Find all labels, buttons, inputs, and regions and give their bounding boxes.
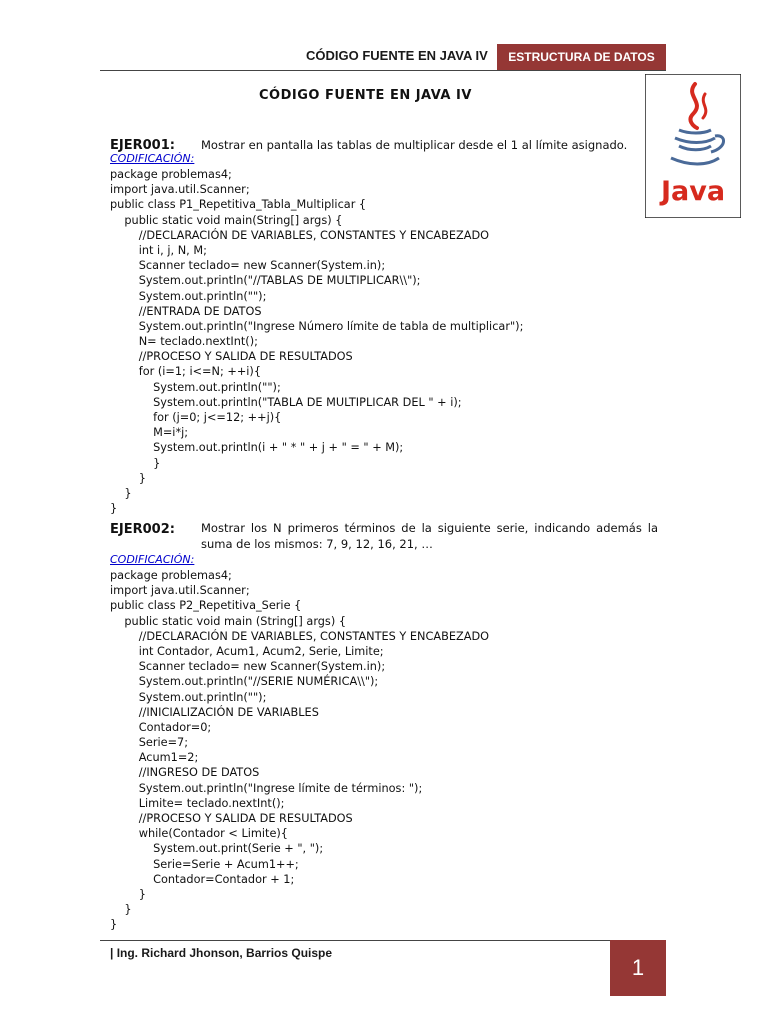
code-line: System.out.println(""); — [110, 690, 267, 704]
code-line: Serie=7; — [110, 736, 189, 750]
code-line: package problemas4; — [110, 168, 232, 181]
java-logo-icon — [645, 74, 741, 218]
code-line: System.out.println(i + " * " + j + " = " + M); — [110, 441, 404, 455]
code-line: import java.util.Scanner; — [110, 584, 250, 598]
exercise-1-description: Mostrar en pantalla las tablas de multiplicar desde el 1 al límite asignado. — [201, 138, 628, 152]
code-line: for (j=0; j<=12; ++j){ — [110, 411, 282, 424]
code-line: int i, j, N, M; — [110, 243, 207, 257]
code-line: M=i*j; — [110, 426, 189, 440]
exercise-1-label: EJER001: — [110, 138, 175, 153]
footer-divider — [100, 940, 610, 941]
header-badge: ESTRUCTURA DE DATOS — [497, 44, 666, 70]
java-logo-text: Java — [660, 176, 726, 207]
page-number: 1 — [610, 940, 666, 996]
code-line: public static void main (String[] args) { — [110, 614, 347, 628]
code-line: //ENTRADA DE DATOS — [110, 304, 262, 318]
code-line: Contador=0; — [110, 720, 212, 734]
code-line: } — [110, 486, 132, 500]
code-line: } — [110, 471, 146, 485]
code-line: Scanner teclado= new Scanner(System.in); — [110, 660, 386, 674]
exercise-2-codif-label: CODIFICACIÓN: — [110, 553, 195, 566]
code-line: } — [110, 502, 118, 516]
code-line: System.out.print(Serie + ", "); — [110, 842, 324, 856]
exercise-2-label: EJER002: — [110, 522, 175, 537]
footer-author: | Ing. Richard Jhonson, Barrios Quispe — [110, 946, 333, 960]
header-divider — [100, 70, 666, 71]
header-title: CÓDIGO FUENTE EN JAVA IV — [306, 48, 488, 63]
code-line: } — [110, 918, 118, 932]
code-line: public class P2_Repetitiva_Serie { — [110, 599, 302, 613]
code-line: //DECLARACIÓN DE VARIABLES, CONSTANTES Y ENCABEZADO — [110, 629, 490, 643]
code-line: System.out.println("TABLA DE MULTIPLICAR DEL " + i); — [110, 395, 462, 409]
code-line: package problemas4; — [110, 569, 232, 582]
code-line: System.out.println(""); — [110, 380, 281, 394]
code-line: int Contador, Acum1, Acum2, Serie, Limite; — [110, 644, 384, 658]
exercise-1-codif-label: CODIFICACIÓN: — [110, 152, 195, 165]
code-line: } — [110, 903, 132, 917]
document-title: CÓDIGO FUENTE EN JAVA IV — [259, 88, 472, 103]
exercise-2-code-block — [110, 568, 489, 933]
code-line: while(Contador < Limite){ — [110, 827, 288, 841]
code-line: //PROCESO Y SALIDA DE RESULTADOS — [110, 812, 353, 825]
code-line: for (i=1; i<=N; ++i){ — [110, 365, 262, 379]
code-line: import java.util.Scanner; — [110, 183, 250, 197]
code-line: System.out.println("Ingrese Número límite de tabla de multiplicar"); — [110, 319, 524, 333]
code-line: System.out.println("Ingrese límite de términos: "); — [110, 781, 423, 795]
code-line: public class P1_Repetitiva_Tabla_Multiplicar { — [110, 198, 367, 212]
code-line: } — [110, 456, 161, 470]
exercise-2-description: Mostrar los N primeros términos de la siguiente serie, indicando además la suma de los mismos: 7, 9, 12, 16, 21, … — [201, 521, 658, 551]
code-line: public static void main(String[] args) { — [110, 213, 343, 227]
code-line: //INICIALIZACIÓN DE VARIABLES — [110, 705, 319, 719]
code-line: Limite= teclado.nextInt(); — [110, 796, 285, 810]
code-line: } — [110, 887, 146, 901]
code-line: Acum1=2; — [110, 751, 199, 765]
exercise-1-code-block — [110, 167, 523, 516]
code-line: System.out.println("//TABLAS DE MULTIPLICAR\\"); — [110, 274, 421, 288]
code-line: //PROCESO Y SALIDA DE RESULTADOS — [110, 350, 353, 364]
code-line: Scanner teclado= new Scanner(System.in); — [110, 259, 386, 273]
code-line: Contador=Contador + 1; — [110, 872, 295, 886]
code-line: //DECLARACIÓN DE VARIABLES, CONSTANTES Y ENCABEZADO — [110, 228, 490, 242]
code-line: System.out.println(""); — [110, 289, 267, 303]
code-line: //INGRESO DE DATOS — [110, 766, 260, 780]
code-line: N= teclado.nextInt(); — [110, 335, 258, 349]
code-line: System.out.println("//SERIE NUMÉRICA\\"); — [110, 675, 379, 689]
code-line: Serie=Serie + Acum1++; — [110, 857, 299, 871]
